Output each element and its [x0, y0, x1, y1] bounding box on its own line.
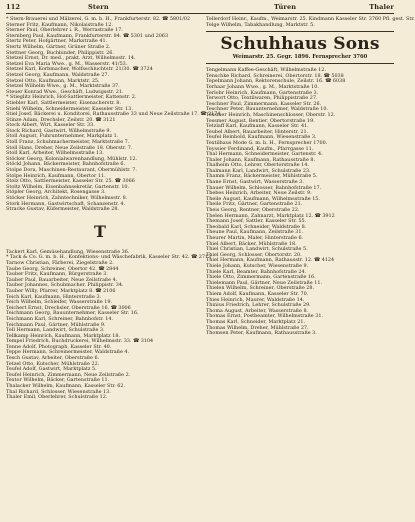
left-entries-bottom — [6, 248, 212, 401]
directory-entry: Theile Fritz, Gärtner, Gartenstraße 21. — [206, 201, 303, 208]
directory-entry: Teichmann Paul, Gärtner, Mühlstraße 9. — [6, 321, 106, 328]
directory-entry: Tessmer August, Rentier, Obertorstraße 19. — [206, 117, 315, 124]
directory-entry: Tauber Willy, Pfarrer, Marktplatz 8. ☎ 2106 — [6, 287, 116, 294]
directory-entry: Teubel Albert, Bauarbeiter, Hinterstr. 21. — [206, 128, 309, 135]
directory-entry: Textilhaus Mode G. m. b. H., Fernsprecher 1700. — [206, 139, 328, 146]
directory-entry: Tackert Karl, Gemüsehandlung, Wiesenstraße 36. — [6, 248, 130, 255]
left-column — [6, 16, 221, 517]
directory-entry: Terwort Otto, Textilwaren, Philippistraße 27. — [206, 95, 318, 102]
directory-entry: Teufel Reinhold, Kaufmann, Wiesenstraße 3. — [206, 134, 317, 141]
running-head-middle: Türen — [274, 3, 297, 11]
directory-entry: Thalheim Otto, Lehrer, Obertorstraße 14. — [206, 162, 309, 169]
directory-entry: Stoll Franz, Schuhmachermeister, Marktstraße 7. — [6, 139, 130, 146]
directory-entry: Stolpe Dora, Maschinen-Restaurant, Obermühlstr. 7. — [6, 167, 137, 174]
directory-entry: Thomas Karl, Schneider, Marktplatz 21. — [206, 318, 306, 325]
directory-entry: Thiel Christian, Landwirt, Schulstraße 5. — [206, 246, 308, 253]
advertisement-address: Weimarstr. 25. Gegr. 1896. Fernsprecher 3760 — [232, 54, 368, 61]
directory-entry: Tempel Friedrich, Buchdruckerei, Wilhelmsstr. 33. ☎ 3104 — [6, 338, 154, 345]
directory-entry: Thomas Ernst, Postbeamter, Wilhelmstraße 31. — [206, 313, 324, 320]
directory-entry: * Tack & Co. G. m. b. H., Konfektions- und Wäschefabrik, Kasseler Str. 42. ☎ 2713 — [6, 254, 212, 261]
directory-entry: Thalacker Wilhelm, Kaufmann, Kasseler Str. 62. — [6, 383, 126, 390]
directory-entry: Thoma August, Arbeiter, Wasserstraße 8. — [206, 307, 309, 314]
directory-entry: Teufel Adolf, Gastwirt, Marktplatz 5. — [6, 366, 97, 373]
directory-entry: Teich Wilhelm, Schleifer, Wasserstraße 19. — [6, 299, 113, 306]
directory-entry: Taube Georg, Schreiner, Obertor 42. ☎ 2844 — [6, 265, 119, 272]
running-head-right: Thaler — [369, 3, 394, 11]
directory-entry: Stoll Karl, Arbeiter, Wilhelmsstraße 13. — [6, 150, 104, 157]
directory-entry: Stettner Georg, Buchbinder, Philippistr. 26. — [6, 49, 114, 56]
directory-entry: Thalmann Karl, Landwirt, Schulstraße 23. — [206, 167, 311, 174]
right-entries-bottom — [206, 68, 394, 337]
directory-entry: Thomsen Peter, Kaufmann, Rathausstraße 3. — [206, 330, 317, 337]
directory-entry: Thiem Adolf, Kaufmann, Kasseler Str. 70. — [206, 290, 309, 297]
directory-entry: Theune Paul, Kaufmann, Zeilstraße 31. — [206, 229, 303, 236]
right-entries-top — [206, 16, 415, 28]
directory-entry: Thal Hermann, Schneidermeister, Gartenstr. 4. — [206, 151, 323, 158]
directory-entry: Teschner Paul, Zimmermann, Kasseler Str. 26. — [206, 100, 322, 107]
directory-entry: Thinius Friedrich, Lehrer, Schulstraße 29. — [206, 302, 311, 309]
directory-entry: Stinze Adam, Drechsler, Zeilstr. 20. ☎ 3121 — [6, 116, 116, 123]
directory-entry: Thaler Johann, Kaufmann, Rathausstraße 8. — [206, 156, 316, 163]
directory-entry: Terlohr Heinrich, Kaufmann, Gartenstraße 3. — [206, 89, 319, 96]
directory-entry: Stock Albert, Wirt, Kasseler Str. 33. — [6, 122, 95, 129]
directory-entry: Theobald Karl, Schneider, Waldstraße 8. — [206, 223, 307, 230]
directory-entry: Stoll Hans, Dreher, Neue Zeilstraße 18. Oberstr. 7. — [6, 144, 133, 151]
advertisement — [206, 31, 394, 64]
directory-entry: Stiebler Karl, Sattlermeister, Eisenacherstr. 8. — [6, 99, 121, 106]
running-head-left: Stern — [88, 3, 109, 11]
directory-entry: Stracke Gustav, Küfermeister, Waldstraße 28. — [6, 206, 120, 213]
directory-entry: Telge Wilhelm, Tabakhandlung, Marktstr. 5. — [206, 21, 315, 28]
directory-entry: Thaler Emil, Oberlehrer, Schulstraße 12. — [6, 394, 108, 401]
directory-entry: Tesch Gustav, Arbeiter, Oberstraße 6. — [6, 355, 100, 362]
directory-entry: Tetzel Otto, Kutscher, Mühlstraße 22. — [6, 360, 100, 367]
directory-entry: Tauber Paul, Bauarbeiter, Neue Zeilstraße 4. — [6, 276, 118, 283]
directory-entry: Stoll August, Fuhrunternehmer, Markplatz 1. — [6, 133, 119, 140]
directory-entry: Teichmann Karl, Schreiner, Bahnhofstr. 14. — [6, 315, 114, 322]
page-number: 112 — [6, 3, 21, 11]
directory-entry: Tenschke Richard, Schreinerei, Obertorstr. 18. ☎ 5038 — [206, 72, 344, 79]
directory-entry: Teichmann Georg, Bauunternehmer, Kasseler Str. 16. — [6, 310, 139, 317]
directory-entry: Tauber Fritz, Kaufmann, Bürgerstraße 3. — [6, 271, 108, 278]
directory-entry: Stetzel Otto, Kaufmann, Marktstr. 25. — [6, 77, 100, 84]
directory-entry: Stöpler Georg, Architekt, Rosengasse 3. — [6, 189, 106, 196]
directory-entry: Stolpe Heinrich, Kaufmann, Obertor 11. — [6, 172, 106, 179]
directory-entry: Teppe Hermann, Schreinermeister, Waldstraße 4. — [6, 349, 130, 356]
directory-entry: Thane Ernst, Gastwirt, Wasserstraße 3. — [206, 179, 304, 186]
directory-entry: Stetzel Eva Maria Wwe., g. M., Wasserstr. 41/53. — [6, 60, 128, 67]
directory-entry: Tellerdorf Heinr., Kaufm., Weimarstr. 25. Kindmann Kasseler Str. 3760 Pfl. gest. Str. — [206, 16, 415, 22]
directory-entry: Thebes Heinrich, Arbeiter, Neue Zeilstr. 9. — [206, 190, 312, 197]
directory-entry: Textor Wilhelm, Bäcker, Gartenstraße 11. — [6, 377, 110, 384]
directory-entry: Thielemann Paul, Gärtner, Neue Zeilstraße 11. — [206, 279, 323, 286]
directory-entry: Theurer Martin, Maler, Hinterstraße 6. — [206, 235, 304, 241]
directory-entry: Stertz Wilhelm, Gärtner, Grüner Straße 2. — [6, 43, 111, 50]
directory-entry: Thielen Wilhelm, Schreiner, Oberstraße 28. — [206, 285, 315, 292]
directory-entry: Tarnow Christian, Färberei, Ziegelstraße 2. — [6, 259, 114, 266]
directory-entry: Theis Georg, Rentner, Oberstraße 22. — [206, 207, 300, 214]
section-initial: T — [94, 221, 106, 241]
directory-entry: Stetzel Karl, Korbmacher, Wolfsschluchtstr. 21/30. ☎ 3724 — [6, 66, 153, 73]
directory-entry: Teufel Heinrich, Zimmermann, Neue Zeilstraße 2. — [6, 371, 131, 378]
directory-entry: Tauber Johannes, Schuhmacher, Philippistr. 34. — [6, 282, 124, 289]
directory-entry: Stock Richard, Gastwirt, Wilhelmstraße 9. — [6, 127, 112, 134]
directory-entry: Stiehl Wilhelm, Schneidermeister, Kasseler Str. 13. — [6, 105, 133, 112]
directory-entry: Tengelmann Kaffee-Geschäft, Wilhelmstraße 12. — [206, 67, 326, 74]
directory-entry: Thiel Albert, Bäcker, Mühlstraße 18. — [206, 240, 297, 247]
directory-entry: Stöcker Georg, Kolonialwarenhandlung, Mühlstr. 12. — [6, 155, 138, 162]
directory-entry: Thal Richard, Schlosser, Wiesenstraße 13. — [6, 388, 111, 395]
directory-entry: Tell Hermann, Landwirt, Schulstraße 3. — [6, 327, 105, 334]
directory-entry: Stetzel Georg, Kaufmann, Waldstraße 27. — [6, 71, 110, 78]
directory-entry: Stöckl Johann, Bäckermeister, Bahnhofstraße 6. — [6, 161, 126, 168]
directory-entry: Themann Josef, Sattler, Kasseler Str. 55. — [206, 218, 307, 225]
directory-entry: Teschner Peter, Bauunternehmer, Waldstraße 10. — [206, 106, 329, 113]
directory-entry: Tetzlaff Karl, Kaufmann, Kasseler Str. 41. — [206, 123, 309, 130]
header-rule — [6, 13, 394, 14]
directory-entry: Stork Hermann, Gastwirtschaft, Schanzenstr. 4. — [6, 200, 126, 207]
directory-entry: Steuer Konrad Wwe., Geschäft, Ludwigsstr. 21. — [6, 88, 124, 95]
directory-entry: Teichert Ernst, Drechsler, Oberstraße 16. ☎ 3006 — [6, 304, 131, 311]
directory-entry: Teich Karl, Kaufmann, Hinterstraße 3. — [6, 293, 102, 300]
directory-entry: Thies Heinrich, Maurer, Waldstraße 14. — [206, 296, 305, 303]
directory-entry: Stöcker Heinrich, Zahntechniker, Wilhelmsstr. 8. — [6, 195, 128, 201]
directory-entry: Tessmer Heinrich, Maschinenschlosser, Oberstr. 12. — [206, 111, 336, 118]
page-header — [6, 3, 394, 13]
directory-entry: Thiele Karl, Beamter, Bahnhofstraße 24. — [206, 268, 307, 275]
directory-entry: Thiel Hermann, Kaufmann, Rathausstr. 12. ☎ 4124 — [206, 257, 335, 264]
directory-entry: Tellkamp Heinrich, Kaufmann, Marktplatz 18. — [6, 332, 121, 339]
directory-entry: Theile August, Kaufmann, Wilhelmsstraße 15. — [206, 195, 320, 202]
directory-entry: Sternberg Paul, Kaufmann, Frankfurterstr. 84. ☎ 5301 und 2063 — [6, 32, 169, 39]
directory-entry: Thomas Wilhelm, Dreher, Mühlstraße 27. — [206, 324, 309, 331]
directory-entry: Stiel Josef, Bäckerei u. Konditorei, Rathausstraße 33 und Neue Zeilstraße 17. ☎ 2174 — [6, 111, 221, 118]
directory-entry: Stertz Peter, Hofgärtner, Markstraße 41. — [6, 38, 108, 45]
directory-entry: Thiele Otto, Zimmermann, Gartenstraße 16. — [206, 274, 316, 281]
directory-entry: Stetzel Wilhelm Wwe., g. M., Marktstraße 37. — [6, 83, 120, 90]
directory-entry: * Stern-Brauerei und Mälzerei, G. m. b. H., Frankfurterstr. 82. ☎ 5801/02 — [6, 16, 191, 22]
directory-entry: Stoltz Wilhelm, Eisenbahnsekretär, Gartenstr. 10. — [6, 183, 130, 190]
directory-entry: Teyssier Ferdinand, Kaufm., Pfarrgasse 11. — [206, 145, 314, 152]
left-entries-top — [6, 16, 221, 213]
advertisement-name: Schuhhaus Sons — [220, 34, 380, 55]
directory-entry: * Stieglitz Heinrich, Hof-Sattlermeister, Kattenstr. 2. — [6, 94, 137, 101]
directory-entry: Thiel Georg, Schlosser, Obertorstr. 20. — [206, 251, 302, 258]
directory-entry: Thauer Wilhelm, Schlosser, Bahnhofstraße 17. — [206, 184, 322, 191]
directory-entry: Sterner Fritz, Kaufmann, Nikolaistraße 12. — [6, 21, 113, 28]
directory-entry: Stetzel Ernst, Dr. med., prakt. Arzt, Wilhelmsstr. 14. — [6, 55, 136, 62]
directory-entry: Thiele Johann, Kutscher, Wiesenstraße 9. — [206, 262, 309, 269]
directory-entry: Tenne Adolf, Photograph, Kasseler Str. 40. — [6, 343, 112, 350]
directory-entry: Thamm Franz, Bäckermeister, Mühlstraße 5. — [206, 173, 318, 180]
right-column — [206, 16, 415, 517]
directory-entry: Tepelmann Johann, Rektorenschule, Zeilstr. 16. ☎ 6038 — [206, 78, 346, 85]
directory-entry: Terhaar Johann Wwe., g. M., Marktstraße 10. — [206, 83, 319, 90]
directory-entry: Sterner Paul, Oberlehrer i. R., Werrastraße 17. — [6, 27, 123, 34]
directory-entry: Thelen Hermann, Zahnarzt, Marktplatz 12. ☎ 3912 — [206, 212, 335, 219]
directory-entry: Stolz Otto, Sattlermeister, Kasseler Str. 25. ☎ 3066 — [6, 178, 135, 185]
